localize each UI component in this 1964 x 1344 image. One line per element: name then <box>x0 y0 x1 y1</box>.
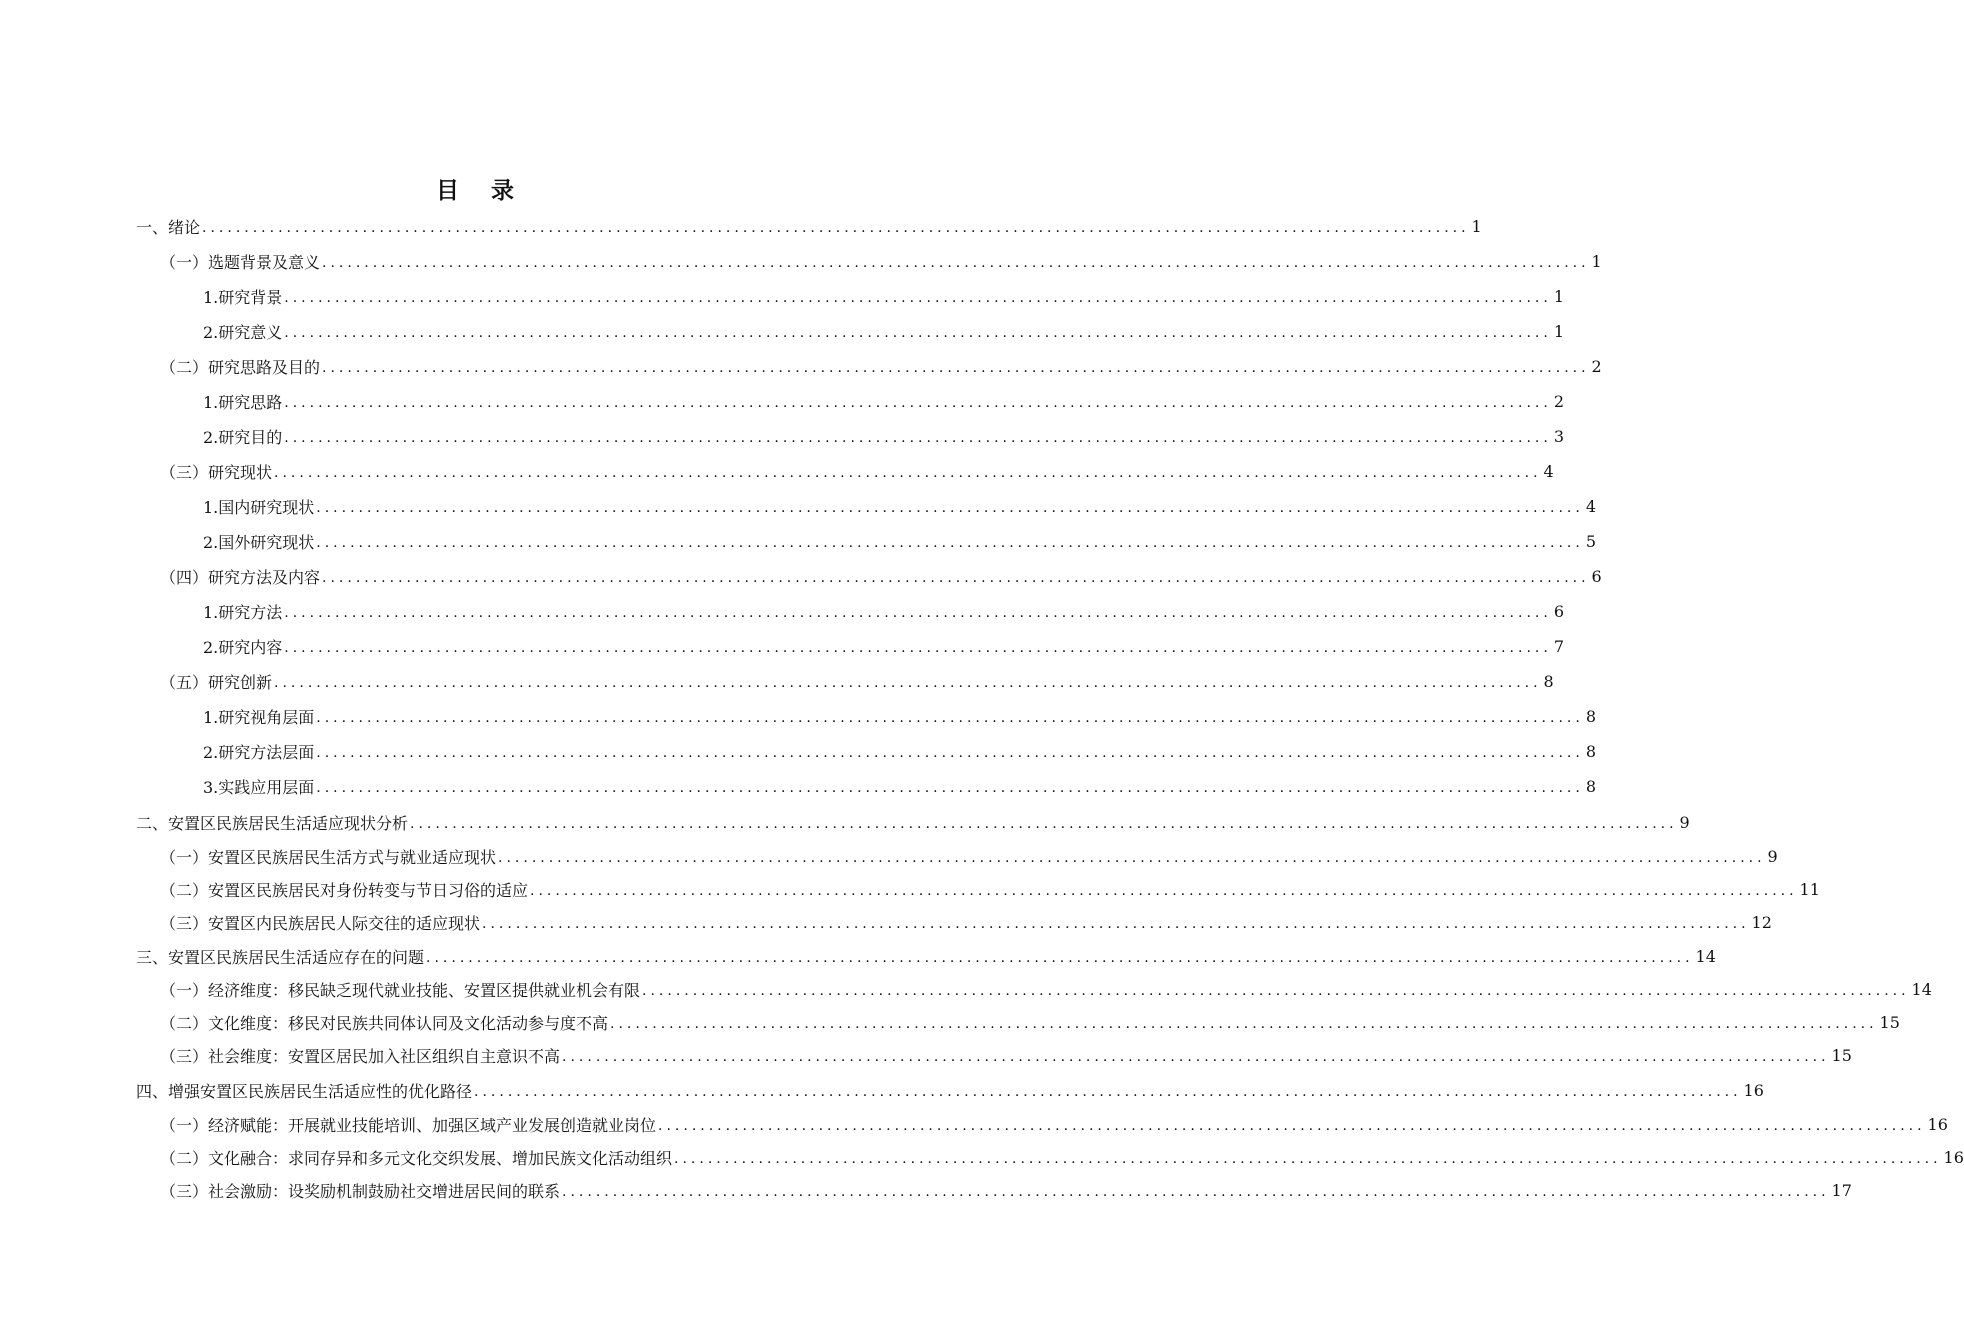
toc-dot-leader: ...................................................................................................................................................... <box>274 465 1542 481</box>
toc-entry[interactable] <box>203 631 1564 661</box>
toc-dot-leader: ...................................................................................................................................................... <box>284 605 1552 621</box>
toc-dot-leader: ...................................................................................................................................................... <box>316 500 1584 516</box>
toc-entry-label: 2.国外研究现状 <box>203 532 315 552</box>
toc-entry-label: （一）安置区民族居民生活方式与就业适应现状 <box>160 847 497 867</box>
toc-entry-page-number: 8 <box>1585 776 1596 796</box>
toc-entry-page-number: 9 <box>1679 812 1690 832</box>
toc-entry-label: （四）研究方法及内容 <box>160 567 321 587</box>
toc-dot-leader: ...................................................................................................................................................... <box>674 1151 1942 1167</box>
toc-entry-page-number: 3 <box>1553 426 1564 446</box>
toc-entry[interactable] <box>160 1109 1948 1139</box>
toc-entry-label: 一、绪论 <box>136 217 201 237</box>
toc-entry-label: 1.研究方法 <box>203 602 283 622</box>
toc-entry[interactable] <box>203 421 1564 451</box>
toc-entry-page-number: 14 <box>1695 946 1716 966</box>
toc-entry-label: 1.研究背景 <box>203 287 283 307</box>
toc-entry-page-number: 7 <box>1553 636 1564 656</box>
toc-entry[interactable] <box>203 281 1564 311</box>
toc-entry-page-number: 16 <box>1927 1114 1948 1134</box>
toc-entry-label: （五）研究创新 <box>160 672 273 692</box>
toc-dot-leader: ...................................................................................................................................................... <box>474 1084 1742 1100</box>
toc-entry[interactable] <box>136 807 1690 837</box>
toc-entry-page-number: 6 <box>1591 566 1602 586</box>
toc-dot-leader: ...................................................................................................................................................... <box>284 325 1552 341</box>
toc-entry-page-number: 2 <box>1553 391 1564 411</box>
toc-entry[interactable] <box>160 874 1820 904</box>
toc-dot-leader: ...................................................................................................................................................... <box>316 745 1584 761</box>
toc-entry-label: 1.国内研究现状 <box>203 497 315 517</box>
toc-dot-leader: ...................................................................................................................................................... <box>410 816 1678 832</box>
toc-entry-label: 2.研究方法层面 <box>203 742 315 762</box>
toc-entry-label: 2.研究内容 <box>203 637 283 657</box>
toc-dot-leader: ...................................................................................................................................................... <box>610 1016 1878 1032</box>
toc-entry[interactable] <box>160 246 1602 276</box>
toc-entry-label: 二、安置区民族居民生活适应现状分析 <box>136 813 409 833</box>
toc-dot-leader: ...................................................................................................................................................... <box>274 675 1542 691</box>
toc-entry-page-number: 1 <box>1553 321 1564 341</box>
toc-entry-label: 2.研究意义 <box>203 322 283 342</box>
toc-dot-leader: ...................................................................................................................................................... <box>658 1118 1926 1134</box>
toc-dot-leader: ...................................................................................................................................................... <box>562 1184 1830 1200</box>
page-title: 目 录 <box>435 178 526 204</box>
toc-entry-page-number: 16 <box>1743 1080 1764 1100</box>
toc-entry[interactable] <box>160 561 1602 591</box>
toc-dot-leader: ...................................................................................................................................................... <box>642 983 1910 999</box>
toc-entry-page-number: 6 <box>1553 601 1564 621</box>
toc-entry[interactable] <box>160 974 1932 1004</box>
toc-entry-label: （一）选题背景及意义 <box>160 252 321 272</box>
toc-entry-page-number: 1 <box>1553 286 1564 306</box>
toc-entry-page-number: 8 <box>1585 741 1596 761</box>
toc-entry-page-number: 9 <box>1767 846 1778 866</box>
toc-entry[interactable] <box>160 1175 1852 1205</box>
toc-dot-leader: ...................................................................................................................................................... <box>426 950 1694 966</box>
toc-dot-leader: ...................................................................................................................................................... <box>316 535 1584 551</box>
toc-dot-leader: ...................................................................................................................................................... <box>316 780 1584 796</box>
toc-dot-leader: ...................................................................................................................................................... <box>322 570 1590 586</box>
toc-entry-page-number: 8 <box>1585 706 1596 726</box>
toc-entry-label: （二）研究思路及目的 <box>160 357 321 377</box>
toc-entry-label: （二）文化融合：求同存异和多元文化交织发展、增加民族文化活动组织 <box>160 1148 673 1168</box>
toc-entry-label: （二）安置区民族居民对身份转变与节日习俗的适应 <box>160 880 529 900</box>
toc-entry[interactable] <box>203 701 1596 731</box>
toc-entry[interactable] <box>160 351 1602 381</box>
toc-dot-leader: ...................................................................................................................................................... <box>284 430 1552 446</box>
toc-entry-page-number: 4 <box>1543 461 1554 481</box>
toc-entry-label: （三）研究现状 <box>160 462 273 482</box>
toc-entry-label: 1.研究思路 <box>203 392 283 412</box>
toc-entry-label: （二）文化维度：移民对民族共同体认同及文化活动参与度不高 <box>160 1013 609 1033</box>
toc-entry[interactable] <box>160 456 1554 486</box>
toc-entry-label: （三）社会维度：安置区居民加入社区组织自主意识不高 <box>160 1046 561 1066</box>
toc-dot-leader: ...................................................................................................................................................... <box>322 255 1590 271</box>
toc-entry-label: （三）安置区内民族居民人际交往的适应现状 <box>160 913 481 933</box>
toc-entry[interactable] <box>160 1142 1964 1172</box>
toc-dot-leader: ...................................................................................................................................................... <box>316 710 1584 726</box>
toc-entry-page-number: 16 <box>1943 1147 1964 1167</box>
toc-entry-page-number: 15 <box>1831 1045 1852 1065</box>
toc-dot-leader: ...................................................................................................................................................... <box>498 850 1766 866</box>
toc-dot-leader: ...................................................................................................................................................... <box>482 916 1750 932</box>
toc-entry-page-number: 1 <box>1471 216 1482 236</box>
toc-entry-page-number: 5 <box>1585 531 1596 551</box>
toc-entry-label: （三）社会激励：设奖励机制鼓励社交增进居民间的联系 <box>160 1181 561 1201</box>
toc-entry[interactable] <box>203 526 1596 556</box>
toc-entry-page-number: 2 <box>1591 356 1602 376</box>
toc-entry-page-number: 11 <box>1799 879 1820 899</box>
toc-entry[interactable] <box>160 666 1554 696</box>
toc-entry-label: 四、增强安置区民族居民生活适应性的优化路径 <box>136 1081 473 1101</box>
toc-dot-leader: ...................................................................................................................................................... <box>284 395 1552 411</box>
toc-entry[interactable] <box>160 1007 1900 1037</box>
toc-entry-page-number: 8 <box>1543 671 1554 691</box>
toc-entry[interactable] <box>136 941 1716 971</box>
toc-entry-label: 1.研究视角层面 <box>203 707 315 727</box>
toc-entry[interactable] <box>203 736 1596 766</box>
toc-entry-label: 三、安置区民族居民生活适应存在的问题 <box>136 947 425 967</box>
toc-entry[interactable] <box>136 211 1482 241</box>
toc-dot-leader: ...................................................................................................................................................... <box>284 640 1552 656</box>
toc-dot-leader: ...................................................................................................................................................... <box>322 360 1590 376</box>
toc-entry[interactable] <box>160 841 1778 871</box>
toc-dot-leader: ...................................................................................................................................................... <box>530 883 1798 899</box>
toc-entry[interactable] <box>203 316 1564 346</box>
toc-entry-label: （一）经济赋能：开展就业技能培训、加强区域产业发展创造就业岗位 <box>160 1115 657 1135</box>
toc-entry-page-number: 12 <box>1751 912 1772 932</box>
toc-entry-page-number: 15 <box>1879 1012 1900 1032</box>
toc-entry[interactable] <box>203 596 1564 626</box>
toc-entry-label: 2.研究目的 <box>203 427 283 447</box>
toc-entry[interactable] <box>203 491 1596 521</box>
toc-entry[interactable] <box>160 1040 1852 1070</box>
toc-entry-page-number: 17 <box>1831 1180 1852 1200</box>
toc-entry-label: 3.实践应用层面 <box>203 777 315 797</box>
toc-entry[interactable] <box>203 771 1596 801</box>
toc-entry-page-number: 4 <box>1585 496 1596 516</box>
toc-dot-leader: ...................................................................................................................................................... <box>202 220 1470 236</box>
toc-dot-leader: ...................................................................................................................................................... <box>562 1049 1830 1065</box>
toc-dot-leader: ...................................................................................................................................................... <box>284 290 1552 306</box>
toc-entry-label: （一）经济维度：移民缺乏现代就业技能、安置区提供就业机会有限 <box>160 980 641 1000</box>
toc-entry[interactable] <box>136 1075 1764 1105</box>
toc-entry-page-number: 1 <box>1591 251 1602 271</box>
toc-entry-page-number: 14 <box>1911 979 1932 999</box>
toc-entry[interactable] <box>203 386 1564 416</box>
toc-entry[interactable] <box>160 907 1772 937</box>
